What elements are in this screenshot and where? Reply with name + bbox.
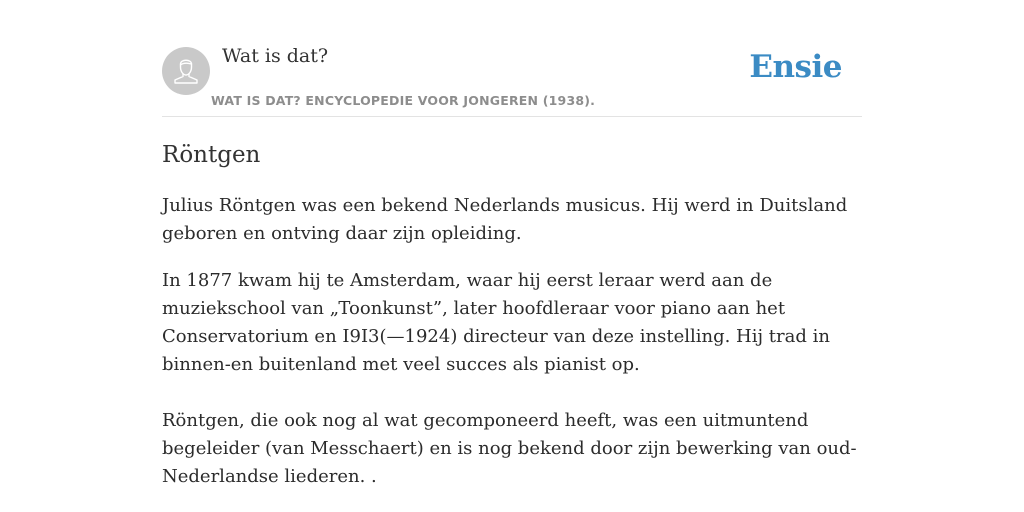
article-paragraph: Röntgen, die ook nog al wat gecomponeerd heeft, was een uitmuntend begeleider (van Messchaert) en is nog bekend door zijn bewerking van oud-Nederlandse liederen. . xyxy=(162,410,857,487)
source-subtitle: WAT IS DAT? ENCYCLOPEDIE VOOR JONGEREN (1938). xyxy=(211,93,596,108)
article xyxy=(162,139,862,491)
source-header xyxy=(162,0,862,117)
user-icon xyxy=(162,47,210,95)
source-avatar[interactable] xyxy=(162,47,210,95)
article-title: Röntgen xyxy=(162,142,261,168)
article-paragraph: In 1877 kwam hij te Amsterdam, waar hij eerst leraar werd aan de muziekschool van „Toonkunst”, later hoofdleraar voor piano aan het Conservatorium en I9I3(—1924) directeur van deze instelling. Hij trad in binnen-en buitenland met veel succes als pianist op. xyxy=(162,270,830,375)
article-paragraph: Julius Röntgen was een bekend Nederlands musicus. Hij werd in Duitsland geboren en ontving daar zijn opleiding. xyxy=(162,195,848,244)
source-title[interactable]: Wat is dat? xyxy=(222,45,329,67)
ensie-logo[interactable]: Ensie xyxy=(749,49,842,85)
